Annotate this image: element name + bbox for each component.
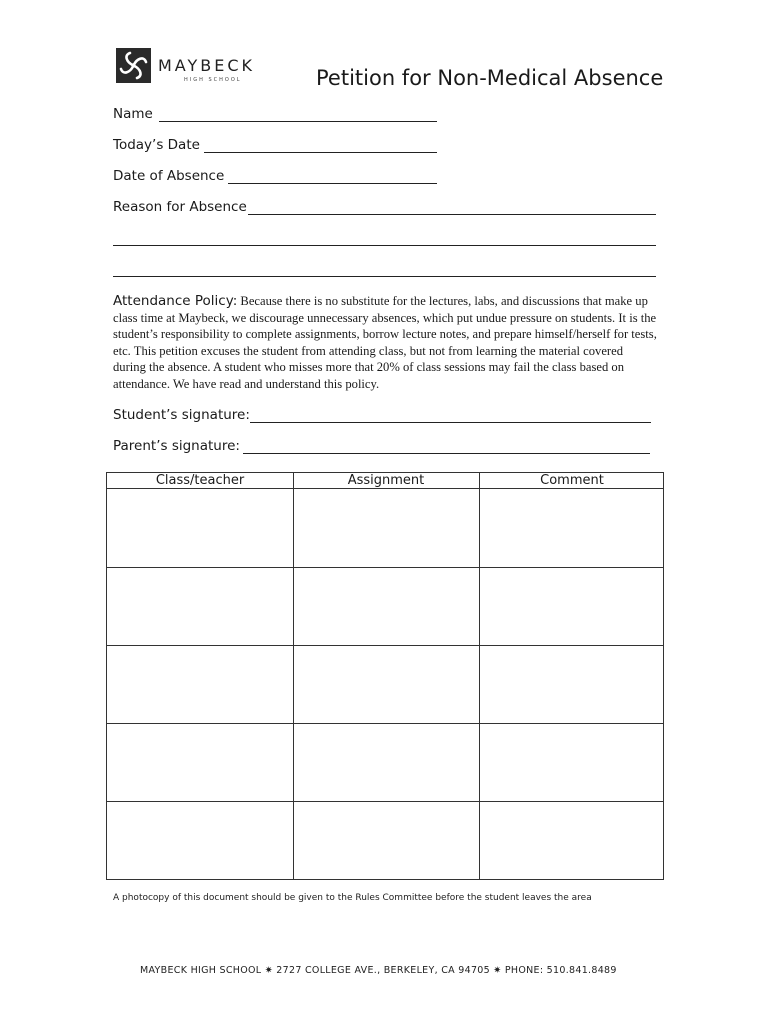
attendance-policy-text: Because there is no substitute for the lectures, labs, and discussions that make up class time at Maybeck, we discourage unnecessary absences, which put undue pressure on students. It is the student’s responsibility to complete assignments, borrow lecture notes, and prepare himself/herself for tests, etc. This petition excuses the student from attending class, but not from learning the material covered during the absence. A student who misses more that 20% of class sessions may fail the class based on attendance. We have read and understand this policy. <box>113 294 657 391</box>
student-signature-label: Student’s signature: <box>113 407 250 423</box>
table-header <box>107 473 663 489</box>
school-logo-icon <box>116 48 151 83</box>
date-of-absence-label: Date of Absence <box>113 168 225 184</box>
footer-address: MAYBECK HIGH SCHOOL ✷ 2727 COLLEGE AVE., BERKELEY, CA 94705 ✷ PHONE: 510.841.8489 <box>140 965 617 976</box>
row-divider <box>107 645 663 646</box>
parent-signature-line[interactable] <box>243 453 650 454</box>
column-divider <box>479 473 480 879</box>
logo-name: MAYBECK <box>158 56 256 75</box>
class-assignment-table <box>106 472 664 880</box>
row-divider <box>107 801 663 802</box>
reason-line-3[interactable] <box>113 276 656 277</box>
attendance-policy <box>113 293 658 393</box>
date-of-absence-line[interactable] <box>228 183 437 184</box>
photocopy-note: A photocopy of this document should be given to the Rules Committee before the student leaves the area <box>113 893 592 903</box>
todays-date-line[interactable] <box>204 152 437 153</box>
row-divider <box>107 723 663 724</box>
column-header-assignment: Assignment <box>347 473 425 488</box>
column-header-class-teacher: Class/teacher <box>155 473 245 488</box>
name-line[interactable] <box>159 121 437 122</box>
row-divider <box>107 567 663 568</box>
parent-signature-label: Parent’s signature: <box>113 438 240 454</box>
column-header-comment: Comment <box>540 473 604 488</box>
page-title: Petition for Non-Medical Absence <box>316 66 664 90</box>
reason-line-2[interactable] <box>113 245 656 246</box>
logo-subtitle: HIGH SCHOOL <box>184 77 242 83</box>
attendance-policy-label: Attendance Policy: <box>113 293 238 309</box>
column-divider <box>293 473 294 879</box>
reason-line-1[interactable] <box>248 214 656 215</box>
name-label: Name <box>113 106 153 122</box>
student-signature-line[interactable] <box>250 422 651 423</box>
reason-for-absence-label: Reason for Absence <box>113 199 247 215</box>
todays-date-label: Today’s Date <box>113 137 200 153</box>
